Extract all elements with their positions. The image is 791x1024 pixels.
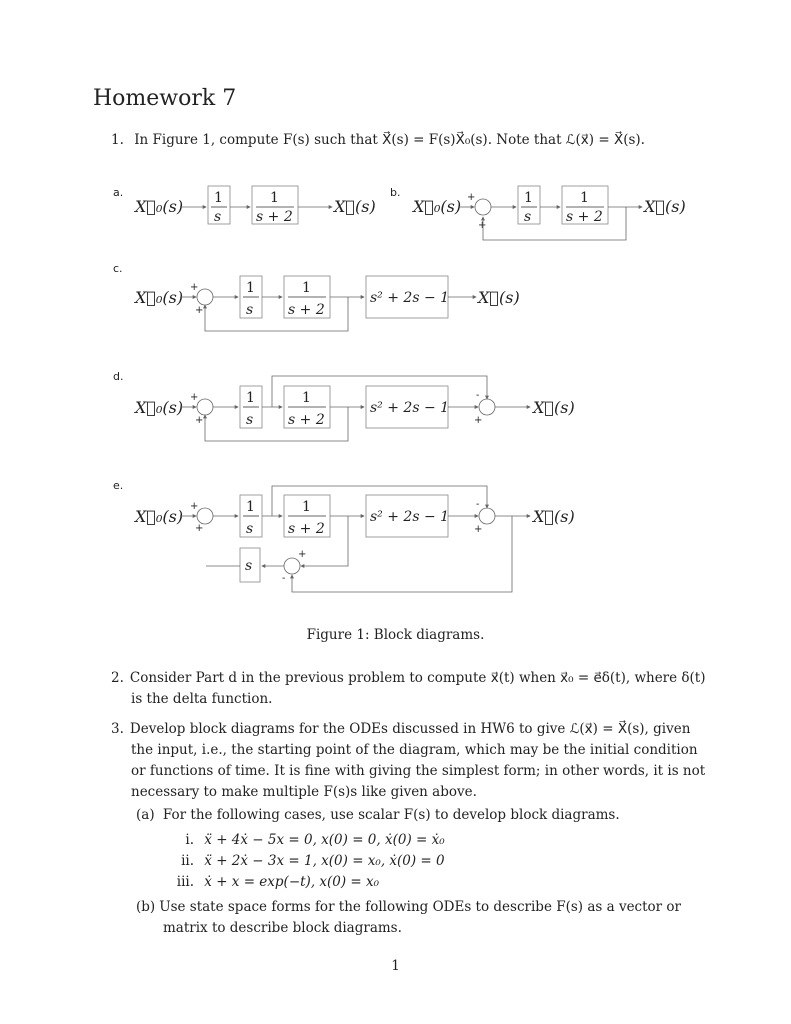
list-item (174, 830, 445, 851)
problem-3-number: 3. (111, 721, 124, 737)
problem-2-number: 2. (111, 670, 124, 686)
problem-3-line-3: or functions of time. It is fine with giving the simplest form; in other words, it is not (131, 763, 706, 779)
summing-junction-c (197, 289, 213, 305)
output-label-a: X⃗(s) (334, 197, 376, 216)
polynomial-text: s² + 2s − 1 (370, 509, 450, 525)
item-label: i. (185, 832, 194, 848)
diagram-e (113, 479, 575, 592)
block-denominator: s (246, 412, 254, 428)
polynomial-text: s² + 2s − 1 (370, 400, 450, 416)
block-denominator: s + 2 (566, 209, 603, 225)
sign-plus: + (195, 415, 204, 426)
output-label-d: X⃗(s) (533, 398, 575, 417)
block-numerator: 1 (214, 190, 223, 206)
problem-3-line-4: necessary to make multiple F(s)s like given above. (131, 784, 477, 800)
problem-2 (111, 668, 706, 710)
problem-3b (136, 897, 681, 939)
problem-3b-line-1: Use state space forms for the following ODEs to describe F(s) as a vector or (159, 899, 682, 915)
sign-plus: + (298, 549, 307, 560)
ode-equation: ẍ + 4ẋ − 5x = 0, x(0) = 0, ẋ(0) = ẋ₀ (204, 832, 445, 848)
sign-minus: - (282, 573, 286, 584)
diagram-c (113, 262, 520, 331)
output-label-b: X⃗(s) (644, 197, 686, 216)
block-numerator: 1 (302, 280, 311, 296)
label-c: c. (113, 262, 123, 275)
problem-3b-label: (b) (136, 899, 156, 915)
sign-plus: + (474, 524, 483, 535)
block-denominator: s + 2 (288, 521, 325, 537)
block-numerator: 1 (246, 499, 255, 515)
block-denominator: s (246, 521, 254, 537)
problem-2-line-1: Consider Part d in the previous problem to compute x⃗(t) when x⃗₀ = e⃗δ(t), where δ(t) (129, 670, 706, 686)
ode-equation: ẍ + 2ẋ − 3x = 1, x(0) = x₀, ẋ(0) = 0 (204, 853, 445, 869)
block-numerator: 1 (302, 499, 311, 515)
block-denominator: s (246, 302, 254, 318)
block-numerator: 1 (246, 390, 255, 406)
item-label: iii. (176, 874, 194, 890)
input-label-d: X⃗₀(s) (135, 398, 184, 417)
problem-3a-label: (a) (136, 807, 155, 823)
block-numerator: 1 (246, 280, 255, 296)
label-b: b. (390, 186, 401, 199)
block-denominator: s (524, 209, 532, 225)
sign-plus: + (478, 220, 487, 231)
page-number: 1 (391, 958, 400, 974)
diagram-d (113, 370, 575, 441)
block-numerator: 1 (302, 390, 311, 406)
sign-plus: + (467, 192, 476, 203)
summing-junction-e1 (197, 508, 213, 524)
polynomial-text: s² + 2s − 1 (370, 290, 450, 306)
problem-2-line-2: is the delta function. (131, 691, 273, 707)
ode-equation: ẋ + x = exp(−t), x(0) = x₀ (204, 874, 380, 890)
label-d: d. (113, 370, 124, 383)
output-label-c: X⃗(s) (478, 288, 520, 307)
input-label-b: X⃗₀(s) (413, 197, 462, 216)
block-denominator: s (214, 209, 222, 225)
sign-plus: + (195, 523, 204, 534)
summing-junction-d1 (197, 399, 213, 415)
block-denominator: s + 2 (288, 412, 325, 428)
summing-junction-e2 (479, 508, 495, 524)
diagram-b (390, 186, 686, 240)
block-numerator: 1 (270, 190, 279, 206)
input-label-c: X⃗₀(s) (135, 288, 184, 307)
sign-plus: + (190, 392, 199, 403)
sign-plus: + (190, 501, 199, 512)
block-denominator: s + 2 (288, 302, 325, 318)
input-label-a: X⃗₀(s) (135, 197, 184, 216)
input-label-e: X⃗₀(s) (135, 507, 184, 526)
item-label: ii. (181, 853, 194, 869)
sign-plus: + (474, 415, 483, 426)
problem-3a (136, 805, 620, 826)
list-item (174, 851, 445, 872)
page-title: Homework 7 (93, 86, 237, 111)
block-denominator: s + 2 (256, 209, 293, 225)
block-numerator: 1 (580, 190, 589, 206)
output-label-e: X⃗(s) (533, 507, 575, 526)
problem-1-number: 1. (111, 132, 124, 148)
problem-3-line-1: Develop block diagrams for the ODEs discussed in HW6 to give ℒ(x⃗) = X⃗(s), given (129, 721, 691, 737)
block-text: s (245, 558, 253, 574)
problem-1-text: In Figure 1, compute F(s) such that X⃗(s) = F(s)X⃗₀(s). Note that ℒ(x⃗) = X⃗(s). (134, 132, 645, 148)
sign-plus: + (190, 282, 199, 293)
problem-3a-text: For the following cases, use scalar F(s) to develop block diagrams. (162, 807, 620, 823)
figure-caption: Figure 1: Block diagrams. (306, 627, 485, 643)
problem-3b-line-2: matrix to describe block diagrams. (163, 920, 402, 936)
problem-3-line-2: the input, i.e., the starting point of the diagram, which may be the initial condition (131, 742, 698, 758)
summing-junction-b (475, 199, 491, 215)
summing-junction-d2 (479, 399, 495, 415)
label-a: a. (113, 186, 124, 199)
label-e: e. (113, 479, 124, 492)
sign-minus: - (476, 390, 480, 401)
diagram-a (113, 186, 376, 225)
sign-plus: + (195, 305, 204, 316)
problem-3 (111, 719, 705, 803)
block-numerator: 1 (524, 190, 533, 206)
sign-minus: - (476, 499, 480, 510)
list-item (174, 872, 379, 893)
summing-junction-e3 (284, 558, 300, 574)
